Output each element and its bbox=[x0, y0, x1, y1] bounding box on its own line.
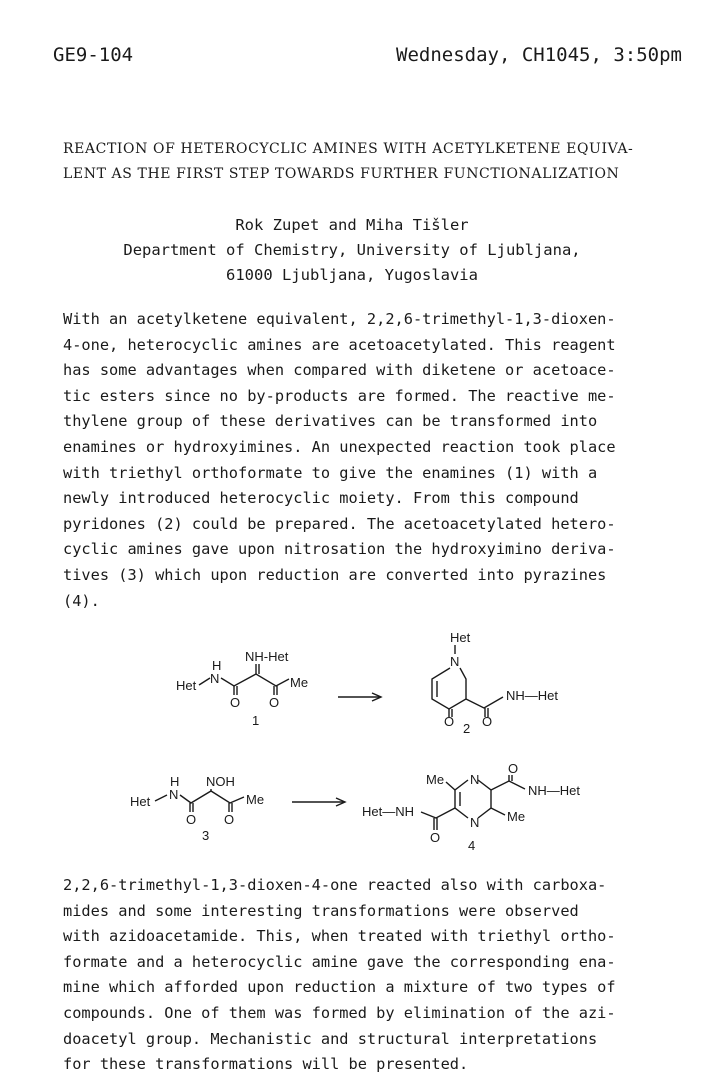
o-label: O bbox=[224, 812, 235, 827]
compound-number: 1 bbox=[252, 713, 260, 728]
nh-het-label: NH—Het bbox=[528, 783, 581, 798]
n-label: N bbox=[169, 787, 179, 802]
text-line: mine which afforded upon reduction a mixture of two types of bbox=[63, 978, 616, 997]
bond bbox=[421, 808, 455, 818]
pyrazine-ring bbox=[478, 780, 491, 818]
text-line: with azidoacetamide. This, when treated with triethyl ortho- bbox=[63, 927, 616, 946]
text-line: formate and a heterocyclic amine gave the corresponding ena- bbox=[63, 952, 616, 971]
o-label: O bbox=[482, 714, 493, 729]
compound-4-structure bbox=[362, 761, 580, 853]
session-info: Wednesday, CH1045, 3:50pm bbox=[396, 44, 682, 66]
nh-het-label: NH—Het bbox=[506, 688, 559, 703]
abstract-code: GE9-104 bbox=[53, 44, 134, 66]
text-line: pyridones (2) could be prepared. The acetoacetylated hetero- bbox=[63, 514, 616, 533]
bond bbox=[491, 808, 505, 815]
bond bbox=[466, 697, 503, 708]
het-label: Het bbox=[450, 630, 471, 645]
author-names: Rok Zupet and Miha Tišler bbox=[235, 216, 469, 234]
compound-3-structure bbox=[130, 774, 264, 843]
text-line: for these transformations will be presented. bbox=[63, 1055, 469, 1074]
me-label: Me bbox=[426, 772, 445, 787]
text-line: (4). bbox=[63, 591, 100, 610]
text-line: with triethyl orthoformate to give the enamines (1) with a bbox=[63, 463, 598, 482]
compound-number: 3 bbox=[202, 828, 210, 843]
text-line: With an acetylketene equivalent, 2,2,6-trimethyl-1,3-dioxen- bbox=[63, 310, 616, 328]
bond-chain bbox=[180, 791, 244, 803]
bond bbox=[446, 782, 455, 790]
o-label: O bbox=[186, 812, 197, 827]
me-label: Me bbox=[246, 792, 265, 807]
o-label: O bbox=[444, 714, 455, 729]
het-label: Het bbox=[130, 794, 151, 809]
author-address: 61000 Ljubljana, Yugoslavia bbox=[226, 266, 478, 284]
reaction-arrow-1 bbox=[338, 693, 381, 701]
conclusion-paragraph bbox=[63, 873, 683, 1078]
author-department: Department of Chemistry, University of Ljubljana, bbox=[123, 241, 581, 259]
text-line: 4-one, heterocyclic amines are acetoacetylated. This reagent bbox=[63, 335, 616, 354]
reaction-arrow-2 bbox=[292, 798, 345, 806]
n-label: N bbox=[210, 671, 220, 686]
me-label: Me bbox=[507, 809, 526, 824]
text-line: enamines or hydroxyimines. An unexpected reaction took place bbox=[63, 437, 616, 456]
title-line: REACTION OF HETEROCYCLIC AMINES WITH ACETYLKETENE EQUIVA- bbox=[63, 141, 634, 157]
text-line: mides and some interesting transformations were observed bbox=[63, 901, 579, 920]
title-line: LENT AS THE FIRST STEP TOWARDS FURTHER FUNCTIONALIZATION bbox=[63, 166, 620, 182]
paper-title bbox=[63, 137, 663, 187]
bond bbox=[199, 678, 210, 685]
o-label: O bbox=[269, 695, 280, 710]
pyrazine-ring bbox=[455, 780, 468, 818]
text-line: thylene group of these derivatives can be transformed into bbox=[63, 412, 598, 431]
bond-chain bbox=[221, 674, 289, 686]
bond bbox=[155, 795, 167, 801]
text-line: newly introduced heterocyclic moiety. From this compound bbox=[63, 489, 579, 508]
n-label: N bbox=[470, 772, 480, 787]
o-label: O bbox=[430, 830, 441, 845]
compound-2-structure bbox=[432, 630, 558, 736]
me-label: Me bbox=[290, 675, 309, 690]
nh-het-label: NH-Het bbox=[245, 649, 289, 664]
text-line: tives (3) which upon reduction are converted into pyrazines bbox=[63, 565, 607, 584]
het-nh-label: Het—NH bbox=[362, 804, 415, 819]
text-line: tic esters since no by-products are formed. The reactive me- bbox=[63, 386, 616, 405]
text-line: cyclic amines gave upon nitrosation the hydroxyimino deriva- bbox=[63, 540, 616, 559]
compound-1-structure bbox=[176, 649, 308, 728]
h-label: H bbox=[170, 774, 180, 789]
compound-number: 4 bbox=[468, 838, 476, 853]
text-line: has some advantages when compared with diketene or acetoace- bbox=[63, 361, 616, 380]
reaction-scheme bbox=[0, 620, 704, 860]
compound-number: 2 bbox=[463, 721, 471, 736]
noh-label: NOH bbox=[206, 774, 235, 789]
text-line: 2,2,6-trimethyl-1,3-dioxen-4-one reacted also with carboxa- bbox=[63, 876, 607, 894]
het-label: Het bbox=[176, 678, 197, 693]
h-label: H bbox=[212, 658, 222, 673]
text-line: doacetyl group. Mechanistic and structural interpretations bbox=[63, 1029, 598, 1048]
o-label: O bbox=[230, 695, 241, 710]
o-label: O bbox=[508, 761, 519, 776]
author-block bbox=[0, 213, 704, 288]
text-line: compounds. One of them was formed by elimination of the azi- bbox=[63, 1003, 616, 1022]
bond bbox=[491, 781, 525, 790]
abstract-paragraph bbox=[63, 307, 683, 614]
n-label: N bbox=[470, 815, 480, 830]
n-label: N bbox=[450, 654, 460, 669]
